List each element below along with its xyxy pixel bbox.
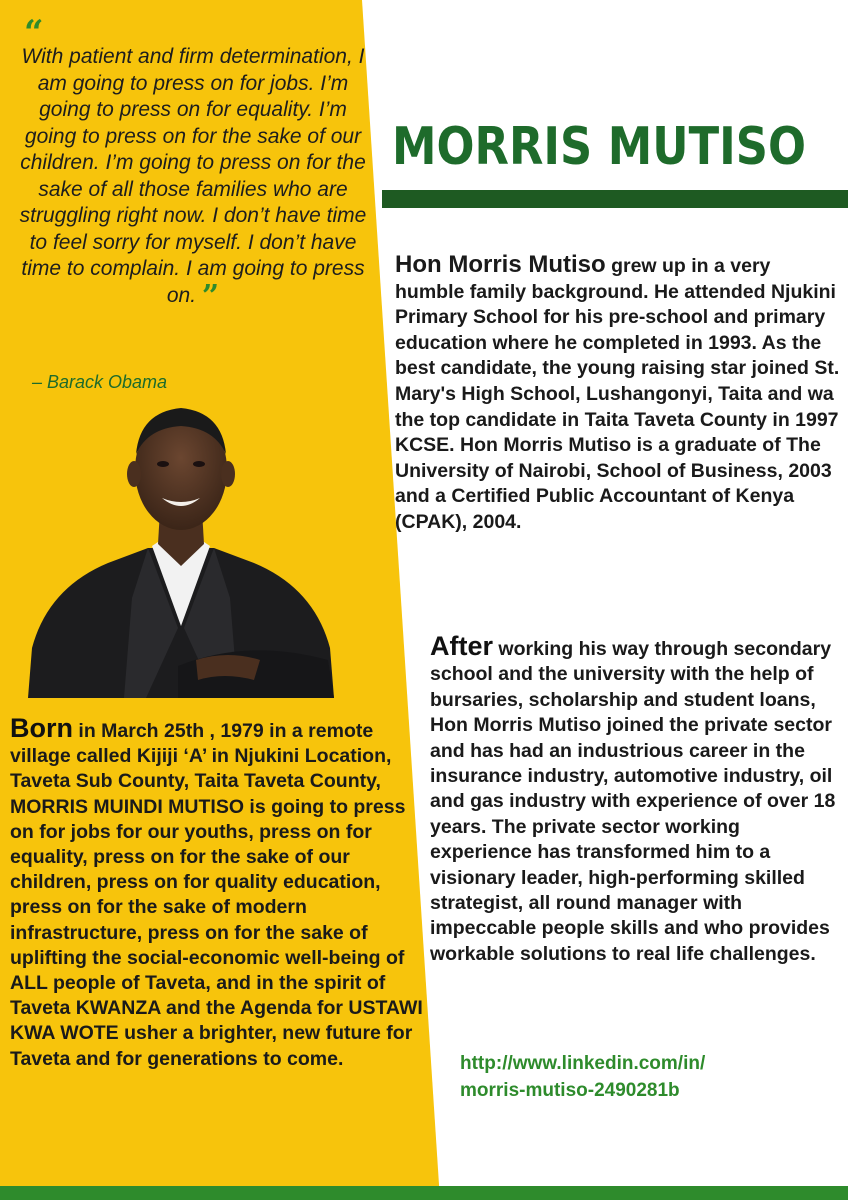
obama-quote — [18, 44, 368, 314]
born-lead-word: Born — [10, 713, 73, 743]
quote-body: With patient and firm determination, I am going to press on for jobs. I’m going to press on for equality. I’m going to press on for the sake of our children. I’m going to press on for the sake of all those families who are struggling right now. I don’t have time to feel sorry for myself. I don’t have time to complain. I am going to press on. — [19, 45, 367, 307]
quote-author: – Barack Obama — [32, 372, 168, 392]
green-bottom-stripe — [0, 1186, 848, 1200]
portrait-photo-icon — [28, 398, 334, 698]
bio-intro-body: grew up in a very humble family background. He attended Njukini Primary School for his pre-school and primary education where he completed in 1993. As the best candidate, the young raising star joined St. Mary's High School, Lushangonyi, Taita and wa the top candidate in Taita Taveta County in 1997 KCSE. Hon Morris Mutiso is a graduate of The University of Nairobi, School of Business, 2003 and a Certified Public Accountant of Kenya (CPAK), 2004. — [395, 255, 840, 533]
linkedin-link-line1: http://www.linkedin.com/in/ — [460, 1053, 706, 1074]
bio-intro-paragraph — [395, 252, 845, 536]
bio-intro-lead: Hon Morris Mutiso — [395, 251, 606, 278]
candidate-name-title: MORRIS MUTISO — [392, 117, 806, 177]
linkedin-link[interactable] — [460, 1050, 820, 1104]
linkedin-link-line2: morris-mutiso-2490281b — [460, 1080, 680, 1101]
name-underline-bar — [382, 190, 848, 208]
open-quote-icon: “ — [24, 13, 44, 53]
close-quote-icon: ” — [201, 278, 220, 314]
bio-career-paragraph — [430, 631, 840, 967]
born-body: in March 25th , 1979 in a remote village called Kijiji ‘A’ in Njukini Location, Taveta Sub County, Taita Taveta County, MORRIS MUINDI MUTISO is going to press on for jobs for our youths, press on for equality, press on for the sake of our children, press on for quality education, press on for the sake of modern infrastructure, press on for the sake of uplifting the social-economic well-being of ALL people of Taveta, and in the spirit of Taveta KWANZA and the Agenda for USTAWI KWA WOTE usher a brighter, new future for Taveta and for generations to come. — [10, 720, 423, 1070]
born-paragraph — [10, 713, 430, 1072]
bio-career-body: working his way through secondary school and the university with the help of bursaries, scholarship and student loans, Hon Morris Mutiso joined the private sector and has had an industrious career in the insurance industry, automotive industry, oil and gas industry with experience of over 18 years. The private sector working experience has transformed him to a visionary leader, high-performing skilled strategist, all round manager with impeccable people skills and who provides workable solutions to real life challenges. — [430, 638, 836, 965]
bio-career-lead: After — [430, 631, 494, 661]
